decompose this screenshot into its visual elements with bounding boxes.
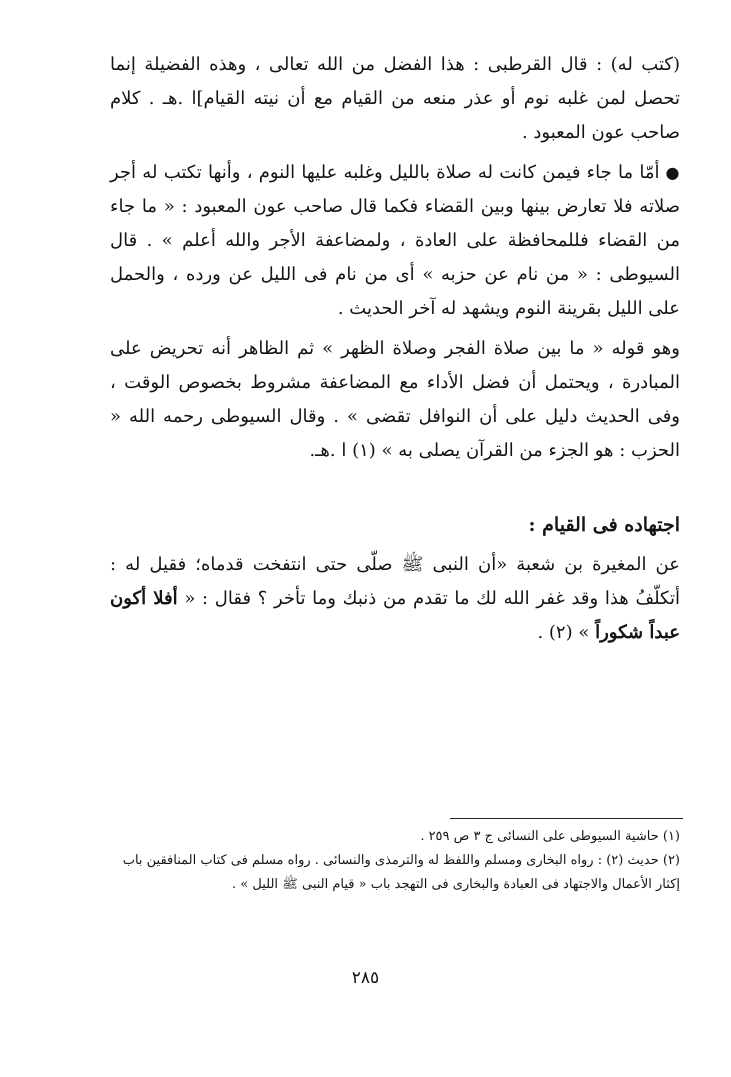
bullet-icon: ● xyxy=(665,163,681,182)
hadith-quote: أفلا أكون عبداً شكوراً xyxy=(110,588,680,643)
footnote-divider xyxy=(450,818,683,819)
paragraph-4-text: عن المغيرة بن شعبة «أن النبى ﷺ صلّى حتى انتفخت قدماه؛ فقيل له : أتكلّفُ هذا وقد غفر الله لك ما تقدم من ذنبك وما تأخر ؟ فقال : « xyxy=(110,554,680,609)
paragraph-4-end: » (٢) . xyxy=(537,622,590,643)
paragraph-4 xyxy=(110,548,680,650)
page-number: ٢٨٥ xyxy=(351,968,380,988)
footnotes xyxy=(110,825,680,897)
footnote-1: (١) حاشية السيوطى على النسائى ج ٣ ص ٢٥٩ . xyxy=(420,829,680,844)
paragraph-2 xyxy=(110,156,680,326)
paragraph-3: وهو قوله « ما بين صلاة الفجر وصلاة الظهر » ثم الظاهر أنه تحريض على المبادرة ، ويحتمل أن فضل الأداء مع المضاعفة مشروط بخصوص الوقت ، وفى الحديث دليل على أن النوافل تقضى » . وقال السيوطى رحمه الله « الحزب : هو الجزء من القرآن يصلى به » (١) ا .هـ. xyxy=(110,338,680,461)
footnote-2: (٢) حديث (٢) : رواه البخارى ومسلم واللفظ له والترمذى والنسائى . رواه مسلم فى كتاب المنافقين باب إكثار الأعمال والاجتهاد فى العبادة والبخارى فى التهجد باب « قيام النبى ﷺ الليل » . xyxy=(122,853,680,892)
section-heading: اجتهاده فى القيام : xyxy=(528,514,680,536)
main-text xyxy=(110,48,680,650)
paragraph-1: (كتب له) : قال القرطبى : هذا الفضل من الله تعالى ، وهذه الفضيلة إنما تحصل لمن غلبه نوم أو عذر منعه من القيام مع أن نيته القيام]ا .هـ . كلام صاحب عون المعبود . xyxy=(110,54,680,143)
paragraph-2-text: أمّا ما جاء فيمن كانت له صلاة بالليل وغلبه عليها النوم ، وأنها تكتب له أجر صلاته فلا تعارض بينها وبين القضاء فكما قال صاحب عون المعبود : « ما جاء من القضاء فللمحافظة على العادة ، ولمضاعفة الأجر والله أعلم » . قال السيوطى : « من نام عن حزبه » أى من نام فى الليل عن ورده ، والحمل على الليل بقرينة النوم ويشهد له آخر الحديث . xyxy=(110,162,680,319)
